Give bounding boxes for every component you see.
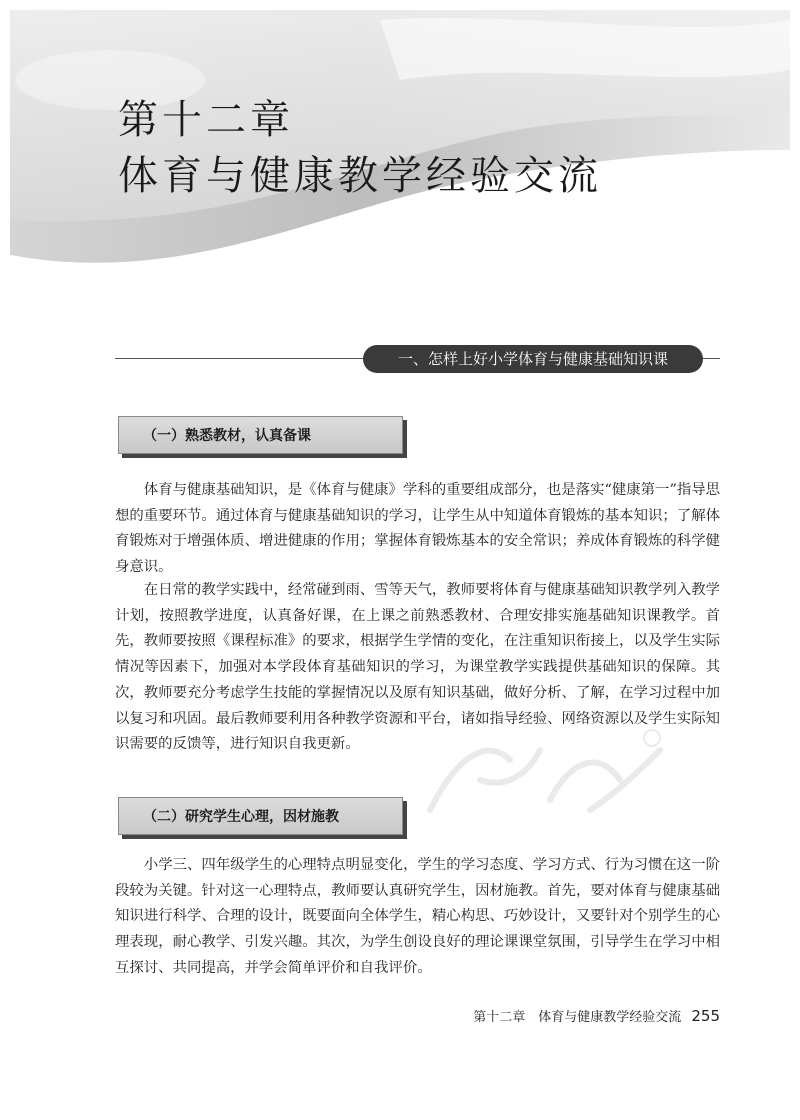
running-title: 第十二章 体育与健康教学经验交流 [473,1010,682,1025]
page-number: 255 [691,1007,720,1025]
subsection-heading-2: （二）研究学生心理，因材施教 [118,797,403,835]
body-paragraph-3: 小学三、四年级学生的心理特点明显变化，学生的学习态度、学习方式、行为习惯在这一阶段较为关键。针对这一心理特点，教师要认真研究学生，因材施教。首先，要对体育与健康基础知识进行科学、合理的设计，既要面向全体学生，精心构思、巧妙设计，又要针对个别学生的心理表现，耐心教学、引发兴趣。其次，为学生创设良好的理论课课堂氛围，引导学生在学习中相互探讨、共同提高，并学会简单评价和自我评价。 [115,857,720,976]
section-heading-label: 一、怎样上好小学体育与健康基础知识课 [363,345,703,373]
publisher-watermark [420,720,670,830]
chapter-name: 体育与健康教学经验交流 [118,153,602,199]
chapter-number: 第十二章 [118,97,294,143]
section-heading [115,345,720,373]
body-paragraph-2: 在日常的教学实践中，经常碰到雨、雪等天气，教师要将体育与健康基础知识教学列入教学计划，按照教学进度，认真备好课，在上课之前熟悉教材、合理安排实施基础知识课教学。首先，教师要按照《课程标准》的要求，根据学生学情的变化，在注重知识衔接上，以及学生实际情况等因素下，加强对本学段体育基础知识的学习，为课堂教学实践提供基础知识的保障。其次，教师要充分考虑学生技能的掌握情况以及原有知识基础，做好分析、了解，在学习过程中加以复习和巩固。最后教师要利用各种教学资源和平台，诸如指导经验、网络资源以及学生实际知识需要的反馈等，进行知识自我更新。 [115,582,720,753]
subsection-heading-1: （一）熟悉教材，认真备课 [118,416,403,454]
chapter-title [118,92,602,204]
page-footer [473,1006,720,1025]
body-paragraph-1: 体育与健康基础知识，是《体育与健康》学科的重要组成部分，也是落实“健康第一”指导思想的重要环节。通过体育与健康基础知识的学习，让学生从中知道体育锻炼的基本知识；了解体育锻炼对于增强体质、增进健康的作用；掌握体育锻炼基本的安全常识；养成体育锻炼的科学健身意识。 [115,482,720,576]
